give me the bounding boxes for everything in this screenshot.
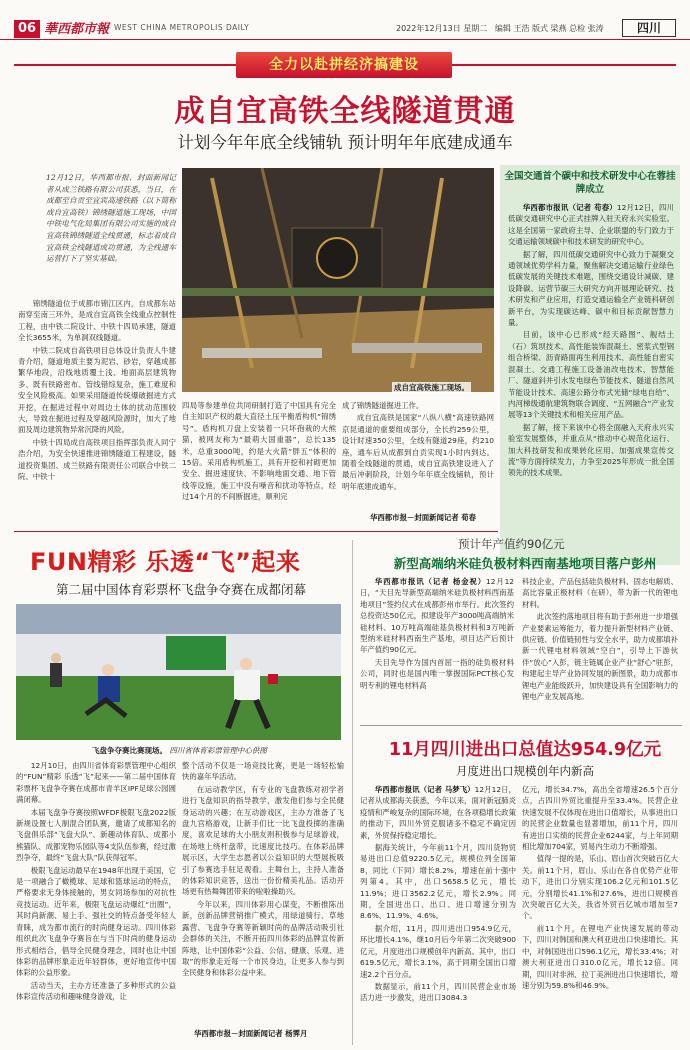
fun-c2-p1: 整个活动不仅是一场竞技比赛，更是一场轻松愉快的嘉年华活动。 bbox=[182, 761, 344, 782]
fun-c1-p2: 本届飞盘争夺赛按照WFDF极限飞盘2022版新规设置七人制混合团队赛，邀请了成都知名的飞盘俱乐部“飞盘大队”、新趣动体育队、成都小熊猫队、成都宠物乐园队等4支队伍参赛，经过激烈争夺，最终“飞盘大队”队获得冠军。 bbox=[16, 807, 176, 863]
page-header bbox=[0, 0, 690, 40]
side-story-byline: 华西都市报讯（记者 苟春） bbox=[522, 203, 617, 212]
lead-column-2 bbox=[182, 400, 336, 532]
trade-column-1 bbox=[360, 784, 516, 1042]
trade-subheadline: 月度进出口规模创年内新高 bbox=[456, 764, 594, 778]
tunnel-photo-illustration bbox=[182, 168, 494, 392]
lead-summary: 12月12日，华西都市报、封面新闻记者从成兰铁路有限公司获悉，当日，在成都至自贡至宜宾高速铁路（以下简称成自宜高铁）锦绣隧道施工现场，中国中铁电气化局集团有限公司实施的成自宜高铁锦绣隧道全线贯通，标志着成自宜高铁全线隧道成功贯通，为全线通车运营打下了坚实基础。 bbox=[46, 173, 176, 264]
masthead-logo: 華西都市報 bbox=[44, 22, 110, 37]
banner-rule-left bbox=[14, 64, 236, 66]
fun-c1-p4: 活动当天，主办方还准备了多种形式的公益体彩宣传活动和趣味健身游戏，让 bbox=[16, 980, 176, 1002]
tunnel-photo-caption: 成自宜高铁施工现场。 bbox=[394, 383, 469, 392]
trade-c1-p3: 据介绍，11月，四川进出口954.9亿元，环比增长4.1%，继10月后今年第二次突破900亿元，月度进出口规模创年内新高。其中，出口619.5亿元，增长3.1%，高于同期全国出口增速2.2个百分点。 bbox=[360, 923, 516, 979]
trade-c2-p1: 亿元，增长34.7%，高出全省增速26.5个百分点，占四川外贸比重提升至33.4%。民营企业快速发展不仅体现在进出口值增长，从事进出口的民营企业数量也显著增加，前11个月，四川有进出口实绩的民营企业6244家，与上年同期相比增加704家，贸易内生动力不断增强。 bbox=[522, 785, 678, 852]
frisbee-match-photo bbox=[16, 604, 341, 740]
lead-subheadline: 计划今年年底全线铺轨 预计明年年底建成通车 bbox=[177, 133, 513, 152]
fun-column-1 bbox=[16, 760, 176, 1042]
trade-byline: 华西都市报讯（记者 马梦飞） bbox=[374, 785, 475, 794]
side-p2: 据了解，四川低碳交通研究中心致力于凝聚交通领域优势学科力量，聚焦解决交通运输行业绿色低碳发展的关键技术难题，围绕交通设计减碳、建设降碳、运营节碳三大研究方向开展理论研究、技术研发和产业应用，打造交通运输全产业链科研创新平台，为实现碳达峰、碳中和目标贡献智慧力量。 bbox=[508, 249, 674, 328]
divider-right bbox=[360, 725, 682, 726]
fun-subheadline: 第二届中国体育彩票杯飞盘争夺赛在成都闭幕 bbox=[56, 582, 307, 597]
fun-c2-p2: 在运动教学区，有专业的飞盘教练对初学者进行飞盘知识的指导教学，激发他们参与全民健身运动的兴趣；在互动游戏区，主办方准备了飞盘九宫格游戏，让新手们比一比飞盘投掷的准确度，喜欢足球的大小朋友则积极参与足球游戏，在场地上绕杆盘带，比速度比技巧。在体彩品牌展示区，大学生志愿者以公益知识的大型展板吸引了参赛选手驻足观看。主舞台上，主持人准备的体彩知识竞答，送出一份份精美礼品。活动开场更有热舞舞团带来的啦啦操助兴。 bbox=[182, 784, 344, 897]
lead-c3-p1: 成了锦绣隧道掘进工作。 bbox=[342, 401, 424, 410]
hitech-column-1 bbox=[360, 576, 514, 720]
divider-lead bbox=[14, 531, 498, 532]
hitech-c1-p2: 天目先导作为国内首屈一指的硅负极材料公司，同时也是国内唯一掌握国际PCT核心发明专利的锂电材料高 bbox=[360, 657, 514, 690]
lead-column-1 bbox=[18, 298, 176, 530]
lead-c3-p2: 成自宜高铁是国家“八纵八横”高速铁路网京昆通道的重要组成部分，全长约259公里，设计时速350公里，全线有隧道29座，约210座，通车后从成都到自贡实现1小时内到达。随着全线隧道的贯通，成自宜高铁建设进入了最后冲刺阶段，计划今年年底全线铺轨，预计明年底建成通车。 bbox=[342, 413, 494, 491]
editors-line: 编辑 王浩 版式 梁燕 总检 张涛 bbox=[494, 24, 604, 33]
date-line: 2022年12月13日 星期二 bbox=[396, 24, 488, 33]
lead-c2-p1: 四局等参建单位共同研制打造了中国具有完全自主知识产权的最大直径土压平衡盾构机“锦绣号”。盾构机刀盘上安装着一只坏孢栽的大熊猫，被网友称为“最萌大国重器”，总长135米，总重3000吨，约是大火箭“胖五”体积的15倍。采用盾构机施工，具有开挖和衬砌更加安全、掘进速度快、不影响地面交通、地下管线等设施，施工中没有噪音和扰动等特点，经过14个月的不间断掘进，顺利完 bbox=[182, 401, 336, 502]
fun-c1-p3: 极限飞盘运动最早在1948年出现于美国，它是一项融合了橄榄球、足球和篮球运动的特点，严格要求无身体接触的，男女同场参加的对抗性竞技运动。近年来，极限飞盘运动爆红“出圈”，其时尚新潮、易上手、强社交的特点备受年轻人青睐，成为都市流行的时尚健身运动。四川体彩组织此次飞盘争夺赛旨在与当下时尚的健身运动形式相结合，倡导全民健身理念，同时也让中国体彩的品牌形象走近年轻群体，更好地宣传中国体彩的公益形象。 bbox=[16, 865, 176, 978]
hitech-c2-p2: 此次签约落地项目将有助于彭州进一步增强产业要素运筹能力，着力提升新型材料产业链、供应链、价值链韧性与安全水平，助力成都填补新一代锂电材料领域“空白”，引导上下游伙伴“放心”入彭，链主链属企业产业“舒心”驻彭，构建起主导产业协同发展的新图景，助力成都市锂电产业能级跃升，加快建设具有全国影响力的锂电产业发展高地。 bbox=[522, 612, 678, 702]
hitech-byline: 华西都市报讯（记者 杨金祝） bbox=[374, 577, 487, 586]
hitech-c2-p1: 科技企业，产品包括硅负极材料、固态电解质、高比容量正极材料（在研），带为新一代的锂电材料。 bbox=[522, 577, 678, 609]
fun-c2-p3: 今年以来，四川体彩用心谋变，不断推陈出新，创新品牌营销推广模式，用绿道骑行、草地露营、飞盘争夺赛等新颖时尚的品牌活动吸引社会群体的关注，不断开拓四川体彩的品牌宣传新阵地，让中国体彩“公益、公信、健康、乐观、进取”的形象走近每一个市民身边，让更多人参与到全民健身和体彩公益中来。 bbox=[182, 899, 344, 978]
column-rule-vertical bbox=[352, 540, 353, 1045]
lead-byline: 华西都市报－封面新闻记者 荀春 bbox=[370, 513, 477, 522]
fun-headline: FUN精彩 乐透“飞”起来 bbox=[30, 548, 301, 576]
side-p3: 目前，该中心已形成“经天路图”、舰结土（石）筑坝技术、高性能装饰混凝土、密浆式型钢组合桥梁、沥青路面再生利用技术、高性能自密实混凝土、交通工程施工设备油改电技术、智慧能厂、隧道斜井引水发电绿色节能技术、隧道自然风节能设计技术、高速公路分布式光储“绿电自给”、内河梯级通航建筑物联合调度、“五网融合”产业发展等13个关键技术和相关应用产品。 bbox=[508, 330, 674, 420]
masthead-english: WEST CHINA METROPOLIS DAILY bbox=[114, 23, 250, 32]
banner-rule-right bbox=[452, 64, 676, 66]
lead-column-3 bbox=[342, 400, 494, 520]
section-label: 四川 bbox=[622, 19, 676, 37]
hitech-headline: 新型高端纳米硅负极材料西南基地项目落户彭州 bbox=[393, 556, 657, 571]
hitech-column-2 bbox=[522, 576, 678, 720]
side-p4: 据了解，接下来该中心将全面融入天府永兴实验室发展整体，并重点从“推动中心规范化运行、加大科技研发和成果转化应用、加强成果宣传交流”等方面持续发力，力争至2025年形成一批全国领先的技术成果。 bbox=[508, 422, 674, 478]
hitech-c1-p1: 12月12日，“天目先导新型高端纳米硅负极材料西南基地项目”签约仪式在成都彭州市举行。此次签约总投资达50亿元，拟建设年产3000吨高端纳米硅材料、10万吨高端硅基负极材料和3万吨新型纳米硅材料西南生产基地，项目达产后预计年产值约90亿元。 bbox=[360, 577, 514, 655]
trade-column-2 bbox=[522, 784, 678, 1042]
frisbee-photo-caption-wrap bbox=[92, 745, 267, 756]
fun-byline: 华西都市报－封面新闻记者 杨霁月 bbox=[194, 1029, 308, 1038]
trade-headline: 11月四川进出口总值达954.9亿元 bbox=[388, 740, 662, 760]
trade-c2-p3: 前11个月，在锂电产业快速发展的带动下，四川对韩国和澳大利亚进出口快速增长。其中，对韩国进出口596.1亿元，增长33.4%；对澳大利亚进出口310.0亿元，增长12倍。同期，四川对非洲、拉丁美洲进出口快速增长，增速分别为59.8%和46.9%。 bbox=[522, 923, 678, 990]
frisbee-photo-caption: 飞盘争夺赛比赛现场。 bbox=[92, 746, 167, 755]
trade-c2-p2: 值得一提的是，乐山、眉山首次突破百亿大关。前11个月，眉山、乐山在各自优势产业带动下，进出口分别实现106.2亿元和101.5亿元，分别增长41.1%和27.6%，进出口规模首次突破百亿大关，我省外贸百亿城市增加至7个。 bbox=[522, 854, 678, 921]
frisbee-photo-credit: 四川省体育彩票管理中心供图 bbox=[169, 746, 267, 755]
side-story-body bbox=[508, 202, 674, 558]
lead-headline: 成自宜高铁全线隧道贯通 bbox=[174, 94, 516, 129]
side-story-title: 全国交通首个碳中和技术研发中心在蓉挂牌成立 bbox=[504, 171, 676, 195]
tunnel-construction-photo bbox=[182, 168, 494, 392]
banner-slogan: 全力以赴拼经济搞建设 bbox=[236, 52, 452, 78]
frisbee-photo-illustration bbox=[16, 604, 341, 740]
lead-c1-p3: 中铁十四局成自高铁项目指挥部负责人同宁浩介绍，为安全快速推进锦绣隧道工程建设，隧道投资集团、成兰铁路有限责任公司联合中铁二院、中铁十 bbox=[18, 437, 176, 482]
fun-column-2 bbox=[182, 760, 344, 1026]
trade-c1-p4: 数据显示，前11个月，四川民营企业市场活力进一步激发，进出口3084.3 bbox=[360, 981, 516, 1003]
trade-c1-p1: 12月12日，记者从成都海关获悉，今年以来，面对新冠肺炎疫情和严峻复杂的国际环境，在各项稳增长政策的推动下，四川外贸克服诸多不稳定不确定因素，外贸保持稳定增长。 bbox=[360, 785, 516, 840]
fun-c1-p1: 12月10日，由四川省体育彩票管理中心组织的“FUN”精彩 乐透“飞”起来——第二届中国体育彩票杯飞盘争夺赛在成都市青羊区IPF足球公园圆满闭幕。 bbox=[16, 761, 176, 805]
side-p1: 12月12日，四川低碳交通研究中心正式挂牌入驻天府永兴实验室。这是全国第一家政府主导、企业联盟的专门致力于交通运输领域碳中和技术研发的研究中心。 bbox=[508, 203, 674, 247]
header-meta bbox=[396, 23, 604, 34]
hitech-kicker: 预计年产值约90亿元 bbox=[458, 537, 565, 551]
page-number: 06 bbox=[14, 20, 40, 38]
lead-c1-p1: 锦绣隧道位于成都市锦江区内，自成都东站南穿至南三环外，是成自宜高铁全线重点控制性工程，由中铁二院设计、中铁十四局承建，隧道全长3655米，为单洞双线隧道。 bbox=[18, 299, 176, 343]
lead-c1-p2: 中铁二院成自高铁项目总体设计负责人牛建青介绍，隧道地质主要为泥岩、砂岩，穿越成都繁华地段，沿线地质覆土浅、地面高层建筑物多、既有铁路密布、管线错综复杂，施工难度和安全风险极高。如果采用隧道传统爆破掘进方式开挖，在掘进过程中对周边土体的扰动范围较大，导致在掘进过程及穿越风险源时，加大了地面及周边建筑物异常沉降的风险。 bbox=[18, 345, 176, 435]
trade-c1-p2: 据海关统计，今年前11个月，四川货物贸易进出口总值9220.5亿元，规模位列全国第8，同比（下同）增长8.2%，增速在前十强中列第4。其中，出口5658.5亿元，增长11.9%；进口3562.2亿元，增长2.9%。同期，全国进出口、出口、进口增速分别为8.6%、11.9%、4.6%。 bbox=[360, 843, 516, 921]
